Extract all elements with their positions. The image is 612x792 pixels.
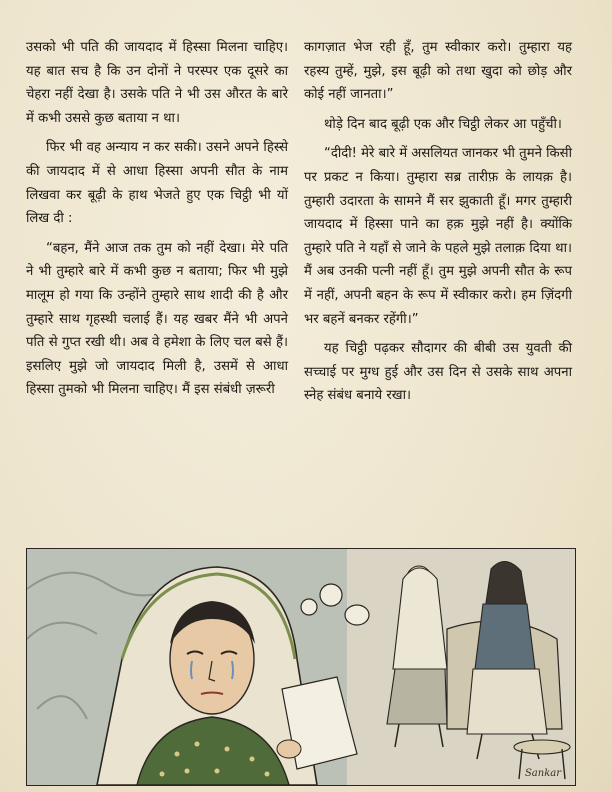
right-text-column [304,36,572,414]
left-paragraph-1: उसको भी पति की जायदाद में हिस्सा मिलना चाहिए। यह बात सच है कि उन दोनों ने परस्पर एक दूसरे का चेहरा नहीं देखा है। उसके पति ने भी उस औरत के बारे में कभी उससे कुछ बताया न था। [26,40,288,126]
right-paragraph-4: यह चिट्ठी पढ़कर सौदागर की बीबी उस युवती की सच्चाई पर मुग्ध हुई और उस दिन से उसके साथ अपना स्नेह संबंध बनाये रखा। [304,341,572,404]
right-paragraph-1: कागज़ात भेज रही हूँ, तुम स्वीकार करो। तुम्हारा यह रहस्य तुम्हें, मुझे, इस बूढ़ी को तथा खुदा को छोड़ और कोई नहीं जानता।” [304,40,572,103]
right-paragraph-3-letter: “दीदी! मेरे बारे में असलियत जानकर भी तुमने किसी पर प्रकट न किया। तुम्हारा सब्र तारीफ़ के लायक़ है। तुम्हारी उदारता के सामने मैं सर झुकाती हूँ। मगर तुम्हारी जायदाद में हिस्सा पाने का हक़ मुझे नहीं है। क्योंकि तुम्हारे पति ने यहाँ से जाने के पहले मुझे तलाक़ दिया था। मैं अब उनकी पत्नी नहीं हूँ। तुम मुझे अपनी सौत के रूप में नहीं, अपनी बहन के रूप में स्वीकार करो। हम ज़िंदगी भर बहनें बनकर रहेंगी।” [304,146,572,327]
artist-signature: Sankar [524,768,561,779]
left-paragraph-2: फिर भी वह अन्याय न कर सकी। उसने अपने हिस्से की जायदाद में से आधा हिस्सा अपनी सौत के नाम लिखवा कर बूढ़ी के हाथ भेजते हुए एक चिट्ठी भी यों लिख दी : [26,140,288,227]
thought-bubble-small [301,599,317,615]
left-paragraph-3-letter: “बहन, मैंने आज तक तुम को नहीं देखा। मेरे पति ने भी तुम्हारे बारे में कभी कुछ न बताया; फिर भी मुझे मालूम हो गया कि उन्होंने तुम्हारे साथ शादी की है और तुम्हारे साथ गृहस्थी चलाई हैं। यह खबर मैंने भी अपने पति से गुप्त रखी थी। अब वे हमेशा के लिए चल बसे हैं। इसलिए मुझे जो जायदाद मिली है, उसमें से आधा हिस्सा तुमको भी मिलना चाहिए। मैं इस संबंधी ज़रूरी [26,240,288,398]
story-illustration [26,548,576,786]
thought-bubble-large [345,605,369,625]
right-paragraph-2: थोड़े दिन बाद बूढ़ी एक और चिट्ठी लेकर आ पहुँची। [324,116,562,132]
left-text-column [26,36,288,408]
illustration-drawing [27,549,575,785]
thought-bubble-medium [320,584,342,606]
